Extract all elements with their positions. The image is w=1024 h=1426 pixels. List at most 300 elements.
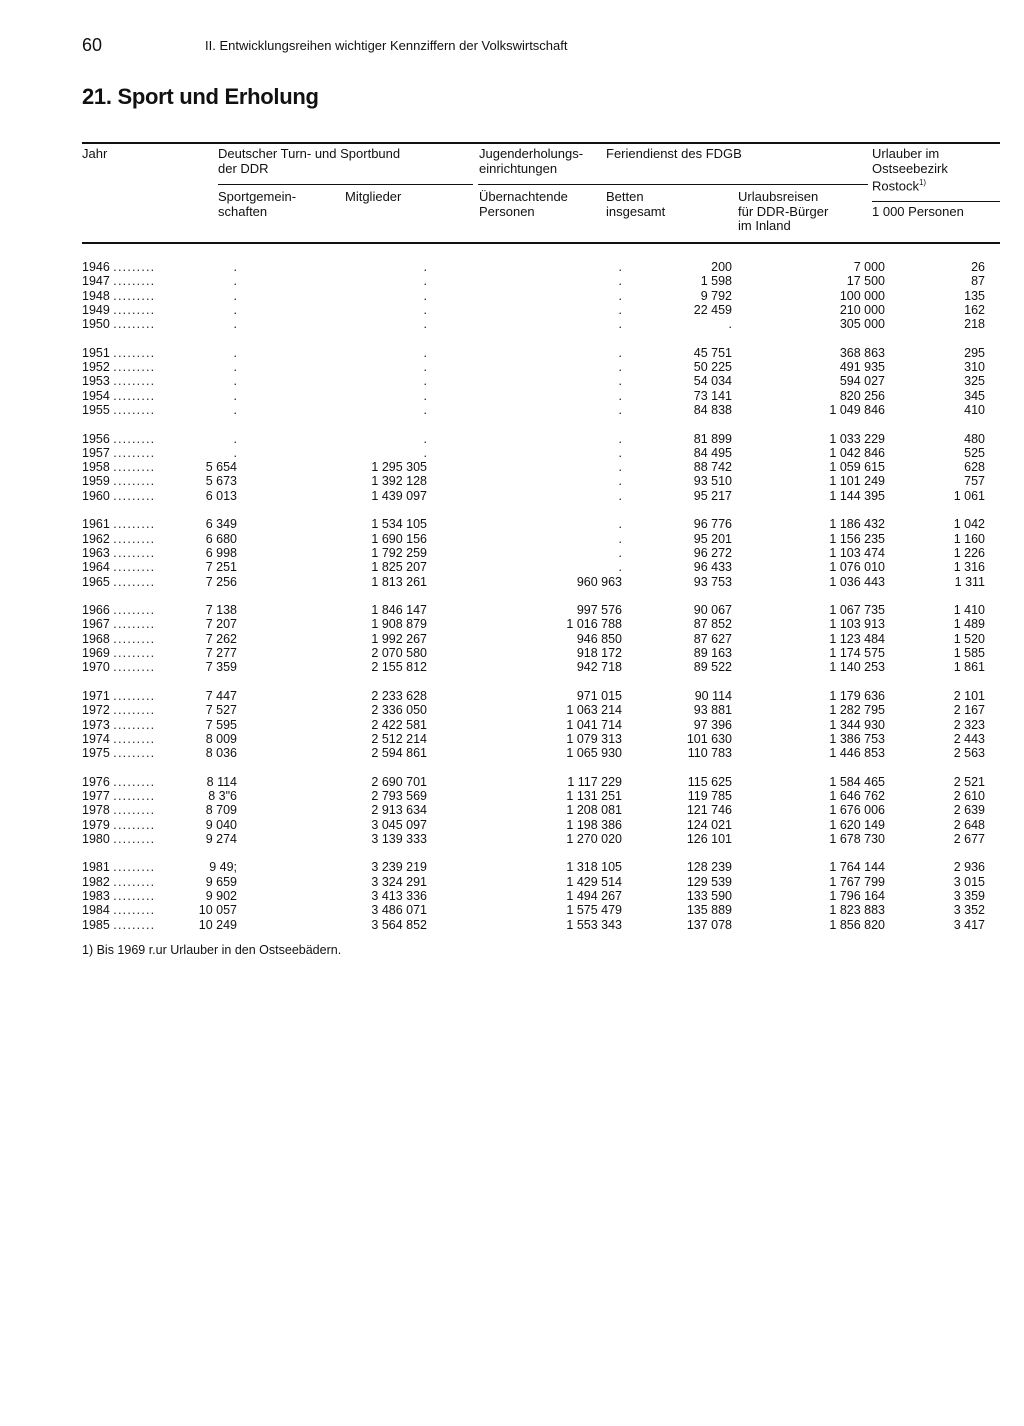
value-cell: 7 359 (205, 660, 237, 675)
value-cell: 480 (964, 431, 985, 446)
col-header-urlauber-line2: Ostseebezirk (872, 160, 948, 176)
year-cell (82, 775, 187, 789)
leader-dots: ......... (113, 531, 156, 546)
year-cell (82, 818, 187, 832)
spacer-cell (82, 760, 985, 774)
col-header-urlauber (872, 147, 948, 194)
year-cell (82, 803, 187, 817)
table-row (82, 732, 985, 746)
page-number: 60 (82, 35, 103, 55)
year-label: 1985 (82, 917, 110, 932)
table-row (82, 632, 985, 646)
year-cell (82, 632, 187, 646)
dts-subheader-rule (218, 184, 473, 185)
col-header-urlaubsreisen-line3: im Inland (738, 218, 791, 233)
value-cell: 2 233 628 (371, 688, 427, 703)
table-row (82, 346, 985, 360)
fdgb-subheader-rule (478, 184, 868, 185)
year-cell (82, 660, 187, 674)
value-cell: 2 422 581 (371, 717, 427, 732)
value-cell: 1 489 (953, 617, 985, 632)
header-bottom-rule (82, 242, 1000, 244)
year-cell (82, 617, 187, 631)
value-cell: 2 690 701 (371, 774, 427, 789)
value-cell: 100 000 (839, 288, 885, 303)
page-title: 21. Sport und Erholung (82, 84, 319, 109)
table-row (82, 546, 985, 560)
value-cell: 3 486 071 (371, 903, 427, 918)
year-label: 1965 (82, 574, 110, 589)
value-cell: 1 061 (953, 488, 985, 503)
col-header-sportgemein (218, 190, 296, 219)
value-cell: . (618, 517, 622, 532)
value-cell: 3 015 (953, 874, 985, 889)
value-cell: 210 000 (839, 302, 885, 317)
value-cell: 1 282 795 (829, 703, 885, 718)
col-header-dts-line1: Deutscher Turn- und Sportbund (218, 146, 401, 161)
table-row (82, 875, 985, 889)
value-cell: 1 079 313 (566, 731, 622, 746)
year-cell (82, 389, 187, 403)
value-cell: 2 793 569 (371, 788, 427, 803)
value-cell: 9 902 (205, 889, 237, 904)
table-row (82, 560, 985, 574)
leader-dots: ......... (113, 288, 156, 303)
value-cell: 7 447 (205, 688, 237, 703)
value-cell: . (423, 274, 427, 289)
leader-dots: ......... (113, 474, 156, 489)
value-cell: 22 459 (693, 302, 732, 317)
year-label: 1946 (82, 260, 110, 274)
table-row (82, 789, 985, 803)
year-cell (82, 360, 187, 374)
value-cell: 8 709 (205, 803, 237, 818)
value-cell: 50 225 (693, 360, 732, 375)
value-cell: 89 522 (693, 660, 732, 675)
leader-dots: ......... (113, 603, 156, 618)
year-cell (82, 603, 187, 617)
year-label: 1956 (82, 431, 110, 446)
value-cell: 84 838 (693, 402, 732, 417)
spacer-cell (82, 846, 985, 860)
year-label: 1978 (82, 803, 110, 818)
value-cell: 1 179 636 (829, 688, 885, 703)
value-cell: 410 (964, 402, 985, 417)
value-cell: 5 673 (205, 474, 237, 489)
value-cell: 45 751 (693, 345, 732, 360)
value-cell: 345 (964, 388, 985, 403)
value-cell: 3 413 336 (371, 889, 427, 904)
value-cell: 1 992 267 (371, 631, 427, 646)
value-cell: 1 198 386 (566, 817, 622, 832)
value-cell: 87 627 (693, 631, 732, 646)
value-cell: 121 746 (686, 803, 732, 818)
table-body (82, 260, 985, 932)
value-cell: . (618, 374, 622, 389)
col-header-urlaubsreisen (738, 190, 828, 234)
value-cell: 2 563 (953, 746, 985, 761)
value-cell: 1 676 006 (829, 803, 885, 818)
year-label: 1972 (82, 703, 110, 718)
footnote-marker: 1) (918, 178, 927, 187)
year-label: 1969 (82, 646, 110, 661)
value-cell: . (618, 274, 622, 289)
value-cell: 491 935 (839, 360, 885, 375)
value-cell: 1 311 (954, 574, 985, 589)
table-row (82, 460, 985, 474)
value-cell: 1 846 147 (371, 603, 427, 618)
value-cell: 135 (964, 288, 985, 303)
value-cell: 124 021 (686, 817, 732, 832)
table-row (82, 746, 985, 760)
year-label: 1981 (82, 860, 110, 875)
value-cell: 1 123 484 (829, 631, 885, 646)
value-cell: 3 139 333 (371, 831, 427, 846)
year-label: 1976 (82, 774, 110, 789)
value-cell: 10 249 (198, 917, 237, 932)
value-cell: 26 (971, 260, 985, 274)
value-cell: 10 057 (198, 903, 237, 918)
value-cell: 1 392 128 (371, 474, 427, 489)
year-label: 1962 (82, 531, 110, 546)
value-cell: 1 103 474 (829, 545, 885, 560)
value-cell: 8 009 (205, 731, 237, 746)
value-cell: 9 659 (205, 874, 237, 889)
table-row (82, 660, 985, 674)
data-table (82, 260, 985, 932)
value-cell: 3 239 219 (371, 860, 427, 875)
table-row (82, 360, 985, 374)
year-cell (82, 718, 187, 732)
value-cell: 84 495 (693, 445, 732, 460)
value-cell: . (618, 531, 622, 546)
table-row (82, 517, 985, 531)
year-cell (82, 732, 187, 746)
year-label: 1971 (82, 688, 110, 703)
value-cell: . (423, 302, 427, 317)
value-cell: 1 767 799 (829, 874, 885, 889)
value-cell: 9 792 (700, 288, 732, 303)
col-header-feriendienst: Feriendienst des FDGB (606, 146, 742, 161)
value-cell: 17 500 (846, 274, 885, 289)
value-cell: 6 680 (205, 531, 237, 546)
value-cell: 1 117 229 (567, 774, 622, 789)
table-row (82, 532, 985, 546)
year-label: 1957 (82, 445, 110, 460)
value-cell: 8 036 (205, 746, 237, 761)
leader-dots: ......... (113, 545, 156, 560)
value-cell: 1 140 253 (829, 660, 885, 675)
value-cell: 1 042 (953, 517, 985, 532)
year-cell (82, 789, 187, 803)
table-row (82, 603, 985, 617)
year-cell (82, 689, 187, 703)
table-row (82, 289, 985, 303)
value-cell: 2 101 (953, 688, 985, 703)
year-cell (82, 289, 187, 303)
value-cell: 2 443 (953, 731, 985, 746)
table-row (82, 575, 985, 589)
leader-dots: ......... (113, 560, 156, 575)
value-cell: 3 324 291 (371, 874, 427, 889)
col-header-dts (218, 147, 400, 176)
value-cell: . (618, 474, 622, 489)
leader-dots: ......... (113, 431, 156, 446)
value-cell: . (233, 431, 237, 446)
value-cell: 89 163 (693, 646, 732, 661)
value-cell: 1 156 235 (829, 531, 885, 546)
table-row (82, 689, 985, 703)
value-cell: 310 (964, 360, 985, 375)
year-cell (82, 474, 187, 488)
value-cell: 7 527 (205, 703, 237, 718)
value-cell: 96 272 (693, 545, 732, 560)
value-cell: 1 813 261 (371, 574, 427, 589)
leader-dots: ......... (113, 631, 156, 646)
value-cell: 1 520 (953, 631, 985, 646)
value-cell: 162 (964, 302, 985, 317)
leader-dots: ......... (113, 360, 156, 375)
col-header-betten-line1: Betten (606, 189, 644, 204)
year-label: 1952 (82, 360, 110, 375)
spacer-cell (82, 589, 985, 603)
table-row (82, 432, 985, 446)
value-cell: . (233, 402, 237, 417)
leader-dots: ......... (113, 903, 156, 918)
table-row (82, 818, 985, 832)
col-header-sportgemein-line1: Sportgemein- (218, 189, 297, 204)
table-row (82, 489, 985, 503)
value-cell: . (423, 431, 427, 446)
value-cell: 87 (971, 274, 985, 289)
value-cell: . (233, 274, 237, 289)
value-cell: . (423, 288, 427, 303)
value-cell: 135 889 (686, 903, 732, 918)
value-cell: . (233, 317, 237, 332)
value-cell: 126 101 (686, 831, 732, 846)
value-cell: . (233, 260, 237, 274)
table-row (82, 617, 985, 631)
value-cell: 88 742 (693, 460, 732, 475)
col-header-ueber-line1: Übernachtende (479, 189, 568, 204)
col-header-jugend-line2: einrichtungen (479, 160, 558, 176)
leader-dots: ......... (113, 731, 156, 746)
leader-dots: ......... (113, 889, 156, 904)
table-row (82, 703, 985, 717)
value-cell: 6 013 (205, 488, 237, 503)
col-header-jugend (479, 147, 583, 176)
year-label: 1951 (82, 345, 110, 360)
value-cell: 133 590 (686, 889, 732, 904)
spacer-cell (82, 417, 985, 431)
value-cell: 54 034 (693, 374, 732, 389)
col-header-urlauber-line1: Urlauber im (872, 146, 940, 161)
value-cell: . (618, 388, 622, 403)
value-cell: 96 776 (693, 517, 732, 532)
value-cell: 1 861 (953, 660, 985, 675)
value-cell: 1 016 788 (566, 617, 622, 632)
table-top-rule (82, 142, 1000, 144)
value-cell: 6 349 (205, 517, 237, 532)
value-cell: . (728, 317, 732, 332)
year-cell (82, 517, 187, 531)
table-row (82, 803, 985, 817)
year-label: 1955 (82, 402, 110, 417)
value-cell: 93 881 (693, 703, 732, 718)
value-cell: 2 512 214 (371, 731, 427, 746)
year-label: 1954 (82, 388, 110, 403)
table-row (82, 903, 985, 917)
value-cell: . (233, 360, 237, 375)
value-cell: 1 042 846 (829, 445, 885, 460)
year-label: 1984 (82, 903, 110, 918)
year-cell (82, 889, 187, 903)
value-cell: 918 172 (576, 646, 622, 661)
value-cell: 1 160 (953, 531, 985, 546)
year-cell (82, 432, 187, 446)
value-cell: 95 201 (693, 531, 732, 546)
year-cell (82, 546, 187, 560)
value-cell: 1 076 010 (829, 560, 885, 575)
year-label: 1979 (82, 817, 110, 832)
value-cell: 325 (964, 374, 985, 389)
value-cell: 1 410 (953, 603, 985, 618)
year-label: 1970 (82, 660, 110, 675)
value-cell: 1 494 267 (566, 889, 622, 904)
value-cell: 1 065 930 (566, 746, 622, 761)
value-cell: 2 913 634 (371, 803, 427, 818)
value-cell: 946 850 (576, 631, 622, 646)
group-spacer (82, 503, 985, 517)
value-cell: 7 277 (205, 646, 237, 661)
group-spacer (82, 417, 985, 431)
value-cell: 9 274 (205, 831, 237, 846)
running-head: II. Entwicklungsreihen wichtiger Kennziffern der Volkswirtschaft (205, 38, 568, 53)
value-cell: . (618, 260, 622, 274)
value-cell: 1 103 913 (829, 617, 885, 632)
leader-dots: ......... (113, 646, 156, 661)
value-cell: 2 594 861 (371, 746, 427, 761)
year-cell (82, 575, 187, 589)
value-cell: 1 101 249 (829, 474, 885, 489)
value-cell: . (423, 374, 427, 389)
table-row (82, 918, 985, 932)
value-cell: 1 796 164 (829, 889, 885, 904)
table-row (82, 718, 985, 732)
year-cell (82, 532, 187, 546)
table-row (82, 860, 985, 874)
value-cell: 368 863 (839, 345, 885, 360)
value-cell: 129 539 (686, 874, 732, 889)
value-cell: 93 510 (693, 474, 732, 489)
value-cell: 1 439 097 (371, 488, 427, 503)
value-cell: . (618, 288, 622, 303)
value-cell: 1 144 395 (829, 488, 885, 503)
value-cell: 1 598 (700, 274, 732, 289)
value-cell: 1 270 020 (566, 831, 622, 846)
value-cell: 7 595 (205, 717, 237, 732)
value-cell: . (423, 260, 427, 274)
value-cell: . (618, 460, 622, 475)
value-cell: 7 138 (205, 603, 237, 618)
value-cell: 1 036 443 (829, 574, 885, 589)
value-cell: 1 041 714 (566, 717, 622, 732)
value-cell: 2 323 (953, 717, 985, 732)
value-cell: . (423, 345, 427, 360)
value-cell: 2 936 (953, 860, 985, 875)
value-cell: 90 067 (693, 603, 732, 618)
leader-dots: ......... (113, 874, 156, 889)
value-cell: 1 823 883 (829, 903, 885, 918)
value-cell: 628 (964, 460, 985, 475)
value-cell: 96 433 (693, 560, 732, 575)
spacer-cell (82, 675, 985, 689)
leader-dots: ......... (113, 746, 156, 761)
value-cell: . (233, 445, 237, 460)
value-cell: . (618, 317, 622, 332)
year-label: 1974 (82, 731, 110, 746)
year-label: 1973 (82, 717, 110, 732)
value-cell: . (618, 488, 622, 503)
col-header-urlaubsreisen-line1: Urlaubsreisen (738, 189, 819, 204)
leader-dots: ......... (113, 260, 156, 274)
value-cell: 81 899 (693, 431, 732, 446)
urlauber-subheader-rule (872, 201, 1000, 202)
leader-dots: ......... (113, 374, 156, 389)
year-label: 1963 (82, 545, 110, 560)
value-cell: . (423, 360, 427, 375)
table-row (82, 389, 985, 403)
value-cell: 1 208 081 (566, 803, 622, 818)
year-label: 1959 (82, 474, 110, 489)
table-row (82, 646, 985, 660)
table-row (82, 474, 985, 488)
value-cell: 1 620 149 (829, 817, 885, 832)
value-cell: . (618, 345, 622, 360)
value-cell: 1 764 144 (829, 860, 885, 875)
value-cell: 960 963 (576, 574, 622, 589)
table-row (82, 303, 985, 317)
year-cell (82, 403, 187, 417)
value-cell: 997 576 (576, 603, 622, 618)
leader-dots: ......... (113, 317, 156, 332)
year-cell (82, 346, 187, 360)
group-spacer (82, 846, 985, 860)
col-header-betten-line2: insgesamt (606, 203, 666, 219)
year-cell (82, 832, 187, 846)
leader-dots: ......... (113, 703, 156, 718)
value-cell: 1 033 229 (829, 431, 885, 446)
value-cell: 1 186 432 (829, 517, 885, 532)
value-cell: 1 678 730 (829, 831, 885, 846)
year-cell (82, 374, 187, 388)
leader-dots: ......... (113, 917, 156, 932)
table-row (82, 260, 985, 274)
value-cell: 2 610 (953, 788, 985, 803)
value-cell: 7 000 (853, 260, 885, 274)
value-cell: 1 856 820 (829, 917, 885, 932)
table-row (82, 374, 985, 388)
leader-dots: ......... (113, 717, 156, 732)
value-cell: 2 155 812 (371, 660, 427, 675)
year-cell (82, 860, 187, 874)
table-row (82, 317, 985, 331)
leader-dots: ......... (113, 488, 156, 503)
value-cell: 1 825 207 (371, 560, 427, 575)
value-cell: . (423, 402, 427, 417)
value-cell: 1 063 214 (566, 703, 622, 718)
year-label: 1960 (82, 488, 110, 503)
